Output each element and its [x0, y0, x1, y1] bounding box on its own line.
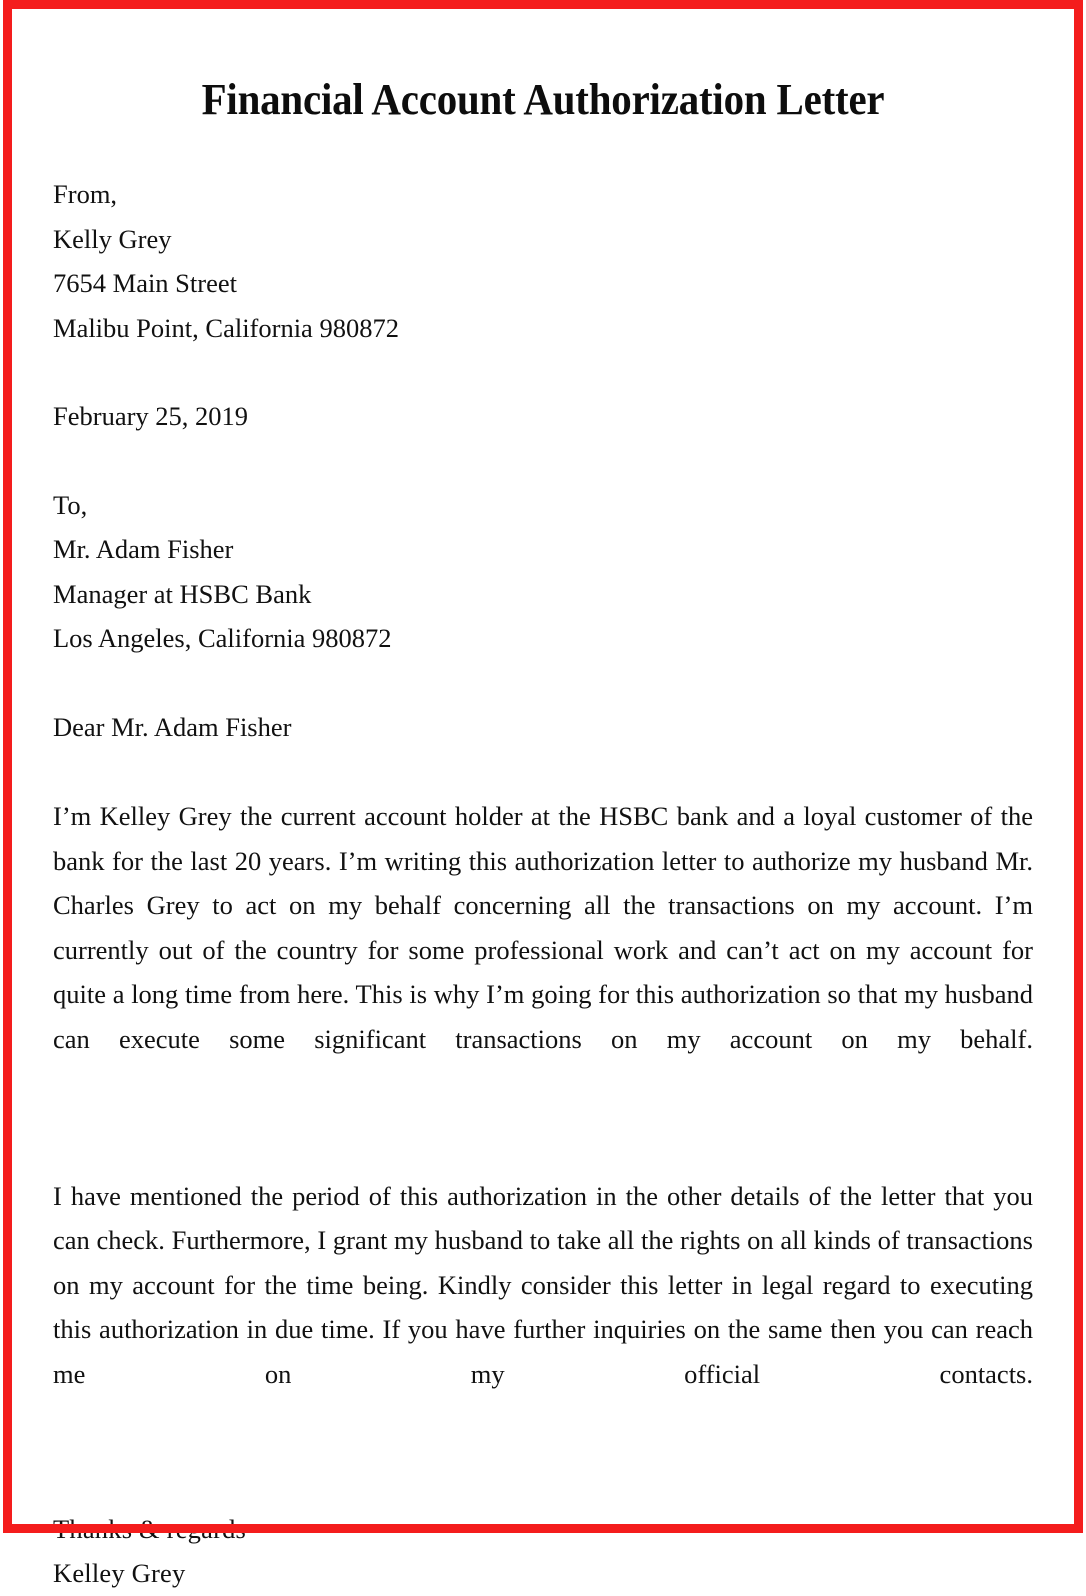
- letter-date: February 25, 2019: [53, 401, 249, 431]
- recipient-title: Manager at HSBC Bank: [53, 578, 312, 609]
- sender-from-label: From,: [53, 179, 118, 209]
- sender-city-state-zip: Malibu Point, California 980872: [53, 312, 399, 343]
- sender-address-block: [53, 172, 1033, 350]
- letter-date-block: [53, 394, 1033, 439]
- body-paragraph-2: I have mentioned the period of this authorization in the other details of the letter that you can check. Furthermore, I grant my husband to take all the rights on all kinds of transactions on my account for the time being. Kindly consider this letter in legal regard to executing this authorization in due time. If you have further inquiries on the same then you can reach me on my official contacts.: [53, 1180, 1033, 1389]
- recipient-city-state-zip: Los Angeles, California 980872: [53, 623, 392, 653]
- salutation-block: [53, 705, 1033, 750]
- letter-content: [53, 0, 1033, 1588]
- recipient-name: Mr. Adam Fisher: [53, 534, 234, 564]
- closing-signature-name: Kelley Grey: [53, 1558, 186, 1588]
- salutation-text: Dear Mr. Adam Fisher: [53, 711, 292, 742]
- recipient-to-label: To,: [53, 489, 88, 520]
- closing-block: [53, 1507, 1033, 1596]
- page-title: Financial Account Authorization Letter: [201, 75, 885, 124]
- sender-name: Kelly Grey: [53, 223, 172, 254]
- body-paragraph-1: I’m Kelley Grey the current account holder at the HSBC bank and a loyal customer of the bank for the last 20 years. I’m writing this authorization letter to authorize my husband Mr. Charles Grey to act on my behalf concerning all the transactions on my account. I’m currently out of the country for some professional work and can’t act on my account for quite a long time from here. This is why I’m going for this authorization so that my husband can execute some significant transactions on my account on my behalf.: [53, 801, 1033, 1054]
- closing-valediction: Thanks & regards: [53, 1513, 247, 1544]
- sender-street: 7654 Main Street: [53, 268, 237, 298]
- recipient-address-block: [53, 483, 1033, 661]
